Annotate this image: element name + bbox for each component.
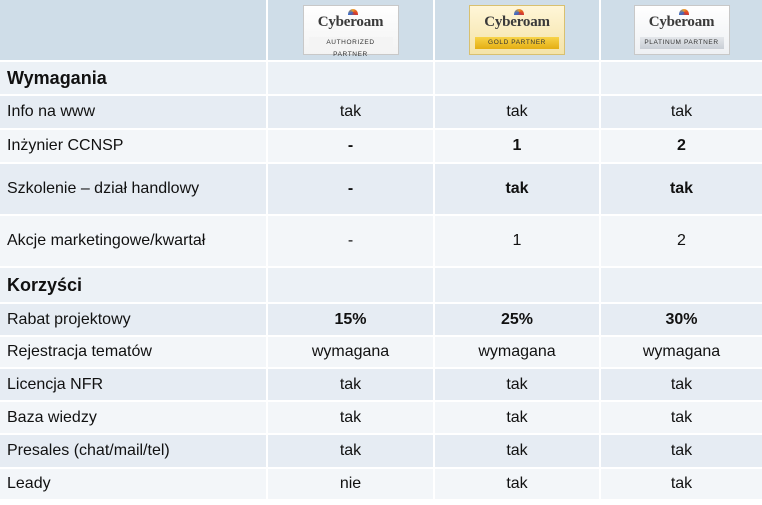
gold-value: 25% bbox=[435, 304, 601, 337]
table-row bbox=[0, 469, 762, 501]
row-label: Szkolenie – dział handlowy bbox=[0, 164, 268, 216]
authorized-value: tak bbox=[268, 96, 435, 130]
table-row bbox=[0, 216, 762, 268]
row-label: Baza wiedzy bbox=[0, 402, 268, 435]
gold-value: 1 bbox=[435, 216, 601, 268]
table-row bbox=[0, 96, 762, 130]
section-title-requirements: Wymagania bbox=[0, 62, 268, 96]
authorized-value: tak bbox=[268, 369, 435, 402]
gold-value: tak bbox=[435, 435, 601, 469]
header-empty-cell bbox=[0, 0, 268, 62]
platinum-partner-cell bbox=[601, 0, 762, 62]
gold-value: 1 bbox=[435, 130, 601, 164]
table-row bbox=[0, 164, 762, 216]
header-row bbox=[0, 0, 762, 62]
table-row bbox=[0, 435, 762, 469]
authorized-value: nie bbox=[268, 469, 435, 501]
authorized-value: 15% bbox=[268, 304, 435, 337]
authorized-partner-cell bbox=[268, 0, 435, 62]
platinum-value: tak bbox=[601, 402, 762, 435]
authorized-value: wymagana bbox=[268, 337, 435, 369]
table-row bbox=[0, 130, 762, 164]
gold-partner-cell bbox=[435, 0, 601, 62]
table-row bbox=[0, 337, 762, 369]
section-title-benefits: Korzyści bbox=[0, 268, 268, 304]
gold-value: tak bbox=[435, 369, 601, 402]
row-label: Inżynier CCNSP bbox=[0, 130, 268, 164]
platinum-value: tak bbox=[601, 469, 762, 501]
table-row bbox=[0, 402, 762, 435]
row-label: Rejestracja tematów bbox=[0, 337, 268, 369]
row-label: Rabat projektowy bbox=[0, 304, 268, 337]
row-label: Presales (chat/mail/tel) bbox=[0, 435, 268, 469]
row-label: Akcje marketingowe/kwartał bbox=[0, 216, 268, 268]
platinum-partner-logo: Cyberoam PLATINUM PARTNER bbox=[634, 5, 730, 55]
platinum-value: tak bbox=[601, 164, 762, 216]
platinum-value: wymagana bbox=[601, 337, 762, 369]
authorized-partner-logo: Cyberoam AUTHORIZED PARTNER bbox=[303, 5, 399, 55]
platinum-value: 30% bbox=[601, 304, 762, 337]
platinum-value: tak bbox=[601, 435, 762, 469]
platinum-value: 2 bbox=[601, 130, 762, 164]
authorized-value: - bbox=[268, 130, 435, 164]
authorized-value: tak bbox=[268, 435, 435, 469]
authorized-value: - bbox=[268, 164, 435, 216]
gold-partner-logo: Cyberoam GOLD PARTNER bbox=[469, 5, 565, 55]
gold-value: wymagana bbox=[435, 337, 601, 369]
row-label: Info na www bbox=[0, 96, 268, 130]
platinum-value: 2 bbox=[601, 216, 762, 268]
section-benefits bbox=[0, 268, 762, 304]
gold-value: tak bbox=[435, 402, 601, 435]
authorized-value: tak bbox=[268, 402, 435, 435]
table-row bbox=[0, 369, 762, 402]
platinum-value: tak bbox=[601, 369, 762, 402]
row-label: Leady bbox=[0, 469, 268, 501]
gold-value: tak bbox=[435, 164, 601, 216]
row-label: Licencja NFR bbox=[0, 369, 268, 402]
gold-value: tak bbox=[435, 469, 601, 501]
platinum-value: tak bbox=[601, 96, 762, 130]
section-requirements bbox=[0, 62, 762, 96]
authorized-value: - bbox=[268, 216, 435, 268]
table-row bbox=[0, 304, 762, 337]
gold-value: tak bbox=[435, 96, 601, 130]
